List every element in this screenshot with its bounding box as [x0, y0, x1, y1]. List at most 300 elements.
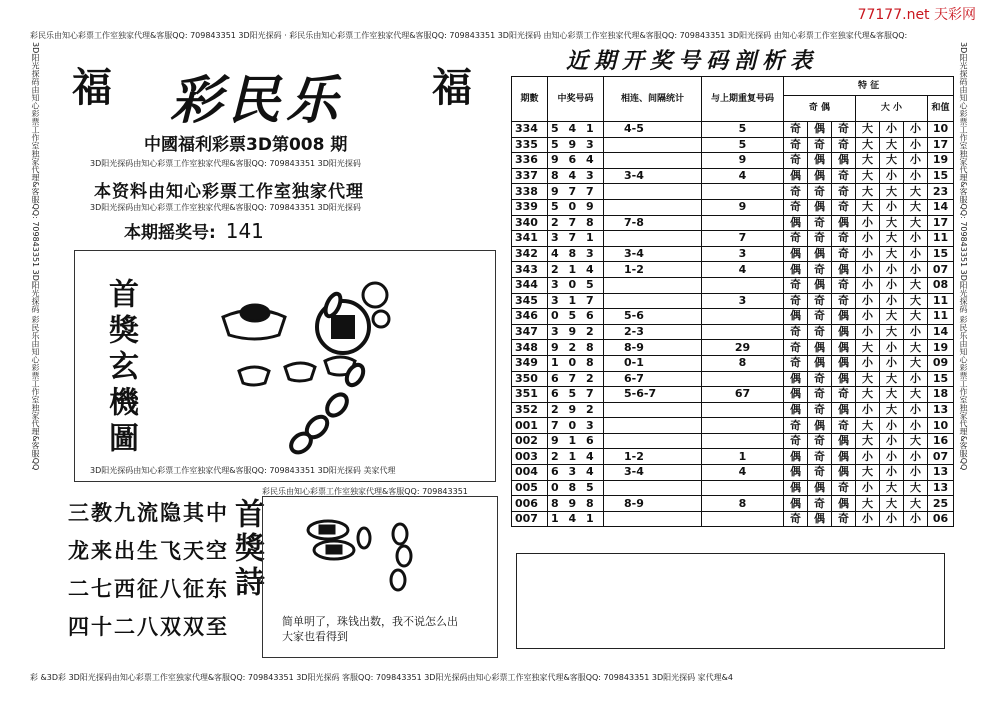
big-small-cell: 小 — [880, 418, 904, 434]
adjacent-cell: 1-2 — [604, 449, 702, 465]
odd-even-cell: 偶 — [784, 168, 808, 184]
odd-even-cell: 奇 — [832, 480, 856, 496]
odd-even-cell: 偶 — [832, 371, 856, 387]
odd-even-cell: 偶 — [832, 465, 856, 481]
sum-cell: 13 — [928, 402, 954, 418]
repeat-cell — [702, 402, 784, 418]
odd-even-cell: 奇 — [832, 387, 856, 403]
big-small-cell: 小 — [880, 511, 904, 527]
sum-cell: 15 — [928, 371, 954, 387]
big-small-cell: 大 — [856, 184, 880, 200]
odd-even-cell: 奇 — [832, 122, 856, 138]
big-small-cell: 小 — [856, 402, 880, 418]
draw-cell: 3 1 7 — [548, 293, 604, 309]
issue-cell: 349 — [512, 355, 548, 371]
repeat-cell: 4 — [702, 168, 784, 184]
big-small-cell: 大 — [904, 340, 928, 356]
table-row — [512, 168, 954, 184]
border-text-bottom: 彩 &3D彩 3D阳光探码由知心彩票工作室独家代理&客服QQ: 709843351 3D阳光探码 客服QQ: 709843351 3D阳光探码由知心彩票工作室独家代理&客服QQ: 709843351 3D阳光探码 家代理&4 — [30, 673, 734, 682]
odd-even-cell: 奇 — [784, 418, 808, 434]
ingot-small-icons — [239, 357, 355, 385]
adjacent-cell — [604, 277, 702, 293]
repeat-cell: 4 — [702, 465, 784, 481]
sum-cell: 14 — [928, 324, 954, 340]
odd-even-cell: 奇 — [784, 277, 808, 293]
big-small-cell: 大 — [880, 387, 904, 403]
issue-cell: 346 — [512, 309, 548, 325]
odd-even-cell: 偶 — [784, 449, 808, 465]
big-small-cell: 大 — [856, 465, 880, 481]
big-small-cell: 大 — [880, 402, 904, 418]
poem-image — [300, 508, 440, 608]
sum-cell: 11 — [928, 309, 954, 325]
draw-cell: 3 7 1 — [548, 231, 604, 247]
repeat-cell — [702, 371, 784, 387]
ingot-large-icon — [223, 305, 285, 339]
big-small-cell: 小 — [856, 262, 880, 278]
table-row — [512, 355, 954, 371]
odd-even-cell: 奇 — [784, 199, 808, 215]
issue-cell: 334 — [512, 122, 548, 138]
sum-cell: 10 — [928, 122, 954, 138]
results-body — [512, 122, 954, 527]
draw-cell: 2 1 4 — [548, 449, 604, 465]
adjacent-cell: 3-4 — [604, 168, 702, 184]
draw-cell: 6 7 2 — [548, 371, 604, 387]
sum-cell: 19 — [928, 153, 954, 169]
odd-even-cell: 奇 — [784, 153, 808, 169]
poem-note: 简单明了，珠钱出数，我不说怎么出大家也看得到 — [282, 615, 458, 643]
repeat-cell — [702, 511, 784, 527]
header-issue: 期數 — [512, 77, 548, 122]
odd-even-cell: 偶 — [808, 153, 832, 169]
odd-even-cell: 奇 — [832, 511, 856, 527]
odd-even-cell: 奇 — [808, 371, 832, 387]
big-small-cell: 小 — [880, 340, 904, 356]
big-small-cell: 大 — [856, 199, 880, 215]
repeat-cell — [702, 324, 784, 340]
big-small-cell: 大 — [880, 246, 904, 262]
agent-text: 本资料由知心彩票工作室独家代理 — [94, 182, 364, 202]
sum-cell: 08 — [928, 277, 954, 293]
repeat-cell: 67 — [702, 387, 784, 403]
table-row — [512, 480, 954, 496]
header-features: 特 征 — [784, 77, 954, 96]
sum-cell: 15 — [928, 246, 954, 262]
draw-label-text: 本期摇奖号: — [124, 223, 216, 243]
odd-even-cell: 偶 — [784, 480, 808, 496]
issue-cell: 344 — [512, 277, 548, 293]
sum-cell: 06 — [928, 511, 954, 527]
fu-character-right: 福 — [432, 64, 472, 111]
draw-cell: 6 3 4 — [548, 465, 604, 481]
odd-even-cell: 奇 — [832, 199, 856, 215]
big-small-cell: 小 — [880, 433, 904, 449]
issue-cell: 348 — [512, 340, 548, 356]
odd-even-cell: 奇 — [832, 137, 856, 153]
odd-even-cell: 奇 — [808, 402, 832, 418]
odd-even-cell: 奇 — [808, 433, 832, 449]
big-small-cell: 小 — [904, 324, 928, 340]
sum-cell: 17 — [928, 137, 954, 153]
odd-even-cell: 奇 — [832, 168, 856, 184]
odd-even-cell: 偶 — [808, 355, 832, 371]
sum-cell: 18 — [928, 387, 954, 403]
odd-even-cell: 奇 — [808, 215, 832, 231]
big-small-cell: 小 — [904, 231, 928, 247]
big-small-cell: 大 — [880, 371, 904, 387]
big-small-cell: 大 — [880, 309, 904, 325]
adjacent-cell — [604, 153, 702, 169]
odd-even-cell: 偶 — [784, 246, 808, 262]
site-watermark: 77177.net 天彩网 — [857, 7, 976, 23]
big-small-cell: 大 — [904, 480, 928, 496]
big-small-cell: 大 — [856, 153, 880, 169]
big-small-cell: 大 — [904, 184, 928, 200]
adjacent-cell: 6-7 — [604, 371, 702, 387]
odd-even-cell: 奇 — [832, 184, 856, 200]
big-small-cell: 大 — [856, 433, 880, 449]
sum-cell: 25 — [928, 496, 954, 512]
big-small-cell: 小 — [904, 262, 928, 278]
odd-even-cell: 奇 — [808, 465, 832, 481]
odd-even-cell: 奇 — [808, 309, 832, 325]
draw-cell: 9 1 6 — [548, 433, 604, 449]
issue-cell: 004 — [512, 465, 548, 481]
table-row — [512, 277, 954, 293]
repeat-cell: 29 — [702, 340, 784, 356]
odd-even-cell: 奇 — [784, 137, 808, 153]
big-small-cell: 小 — [856, 277, 880, 293]
header-sum: 和值 — [928, 96, 954, 122]
big-small-cell: 小 — [904, 418, 928, 434]
odd-even-cell: 偶 — [808, 277, 832, 293]
table-row — [512, 465, 954, 481]
adjacent-cell — [604, 511, 702, 527]
adjacent-cell: 5-6 — [604, 309, 702, 325]
big-small-cell: 小 — [904, 449, 928, 465]
odd-even-cell: 偶 — [832, 153, 856, 169]
big-small-cell: 大 — [880, 153, 904, 169]
table-row — [512, 122, 954, 138]
big-small-cell: 小 — [856, 246, 880, 262]
big-small-cell: 大 — [856, 168, 880, 184]
draw-cell: 6 5 7 — [548, 387, 604, 403]
results-table — [511, 76, 954, 527]
big-small-cell: 大 — [880, 137, 904, 153]
draw-cell: 3 0 5 — [548, 277, 604, 293]
puzzle-title: 首獎玄機圖 — [103, 278, 138, 458]
repeat-cell: 3 — [702, 293, 784, 309]
header-strip-bottom: 3D阳光探码由知心彩票工作室独家代理&客服QQ: 709843351 3D阳光探码 — [90, 203, 361, 212]
big-small-cell: 小 — [904, 137, 928, 153]
draw-cell: 9 7 7 — [548, 184, 604, 200]
odd-even-cell: 偶 — [784, 309, 808, 325]
issue-cell: 351 — [512, 387, 548, 403]
odd-even-cell: 奇 — [784, 511, 808, 527]
table-row — [512, 293, 954, 309]
issue-cell: 005 — [512, 480, 548, 496]
table-row — [512, 433, 954, 449]
issue-cell: 350 — [512, 371, 548, 387]
draw-cell: 2 9 2 — [548, 402, 604, 418]
adjacent-cell: 3-4 — [604, 246, 702, 262]
adjacent-cell: 0-1 — [604, 355, 702, 371]
big-small-cell: 大 — [856, 122, 880, 138]
sum-cell: 09 — [928, 355, 954, 371]
odd-even-cell: 奇 — [808, 231, 832, 247]
sum-cell: 15 — [928, 168, 954, 184]
table-row — [512, 402, 954, 418]
sum-cell: 13 — [928, 480, 954, 496]
big-small-cell: 小 — [904, 246, 928, 262]
odd-even-cell: 奇 — [808, 324, 832, 340]
poem-line: 龙来出生飞天空 — [68, 539, 229, 563]
odd-even-cell: 偶 — [832, 433, 856, 449]
adjacent-cell: 5-6-7 — [604, 387, 702, 403]
issue-cell: 343 — [512, 262, 548, 278]
table-row — [512, 184, 954, 200]
odd-even-cell: 偶 — [784, 215, 808, 231]
issue-cell: 345 — [512, 293, 548, 309]
border-text-right: 3D阳光探码由知心彩票工作室独家代理&客服QQ: 709843351 3D阳光探码 彩民乐由知心彩票工作室独家代理&客服QQ — [959, 42, 968, 471]
big-small-cell: 大 — [856, 137, 880, 153]
big-small-cell: 小 — [880, 168, 904, 184]
big-small-cell: 小 — [880, 122, 904, 138]
draw-cell: 2 1 4 — [548, 262, 604, 278]
adjacent-cell — [604, 433, 702, 449]
big-small-cell: 小 — [880, 199, 904, 215]
header-adjacent: 相连、间隔统计 — [604, 77, 702, 122]
repeat-cell: 8 — [702, 355, 784, 371]
adjacent-cell: 3-4 — [604, 465, 702, 481]
big-small-cell: 小 — [880, 277, 904, 293]
big-small-cell: 小 — [856, 511, 880, 527]
issue-cell: 340 — [512, 215, 548, 231]
big-small-cell: 大 — [880, 231, 904, 247]
sum-cell: 17 — [928, 215, 954, 231]
adjacent-cell — [604, 418, 702, 434]
odd-even-cell: 偶 — [832, 309, 856, 325]
big-small-cell: 大 — [904, 277, 928, 293]
adjacent-cell: 1-2 — [604, 262, 702, 278]
odd-even-cell: 奇 — [832, 246, 856, 262]
odd-even-cell: 奇 — [784, 355, 808, 371]
sum-cell: 19 — [928, 340, 954, 356]
border-text-top: 彩民乐由知心彩票工作室独家代理&客服QQ: 709843351 3D阳光探码 · 彩民乐由知心彩票工作室独家代理&客服QQ: 709843351 3D阳光探码 由知心彩票工作室独家代理&客服QQ: 709843351 3D阳光探码 由知心彩票工作室独家代理&客服QQ: — [30, 31, 908, 40]
odd-even-cell: 偶 — [784, 371, 808, 387]
adjacent-cell — [604, 199, 702, 215]
draw-cell: 1 4 1 — [548, 511, 604, 527]
big-small-cell: 大 — [856, 340, 880, 356]
odd-even-cell: 偶 — [832, 496, 856, 512]
big-small-cell: 小 — [856, 215, 880, 231]
issue-title: 中國福利彩票3D第008 期 — [144, 135, 348, 155]
odd-even-cell: 偶 — [808, 480, 832, 496]
big-small-cell: 大 — [880, 184, 904, 200]
odd-even-cell: 奇 — [832, 293, 856, 309]
table-row — [512, 324, 954, 340]
odd-even-cell: 奇 — [808, 184, 832, 200]
adjacent-cell: 8-9 — [604, 496, 702, 512]
big-small-cell: 小 — [880, 262, 904, 278]
odd-even-cell: 奇 — [784, 184, 808, 200]
puzzle-strip: 3D阳光探码由知心彩票工作室独家代理&客服QQ: 709843351 3D阳光探码 美家代理 — [90, 466, 396, 475]
sum-cell: 07 — [928, 262, 954, 278]
table-row — [512, 262, 954, 278]
big-small-cell: 小 — [904, 511, 928, 527]
big-small-cell: 大 — [880, 496, 904, 512]
odd-even-cell: 偶 — [784, 387, 808, 403]
table-row — [512, 418, 954, 434]
sum-cell: 13 — [928, 465, 954, 481]
big-small-cell: 小 — [856, 231, 880, 247]
draw-cell: 0 5 6 — [548, 309, 604, 325]
odd-even-cell: 偶 — [832, 215, 856, 231]
table-row — [512, 153, 954, 169]
big-small-cell: 小 — [880, 465, 904, 481]
big-small-cell: 大 — [904, 433, 928, 449]
poem-title: 首獎詩 — [229, 498, 264, 600]
odd-even-cell: 奇 — [808, 387, 832, 403]
adjacent-cell — [604, 402, 702, 418]
big-small-cell: 小 — [856, 324, 880, 340]
big-small-cell: 大 — [880, 215, 904, 231]
table-title: 近期开奖号码剖析表 — [566, 48, 819, 74]
issue-cell: 337 — [512, 168, 548, 184]
issue-cell: 339 — [512, 199, 548, 215]
big-small-cell: 大 — [904, 496, 928, 512]
odd-even-cell: 奇 — [784, 433, 808, 449]
odd-even-cell: 奇 — [808, 137, 832, 153]
table-row — [512, 449, 954, 465]
poem-line: 三教九流隐其中 — [68, 501, 229, 525]
big-small-cell: 大 — [856, 496, 880, 512]
table-row — [512, 340, 954, 356]
draw-label — [124, 218, 264, 243]
odd-even-cell: 偶 — [784, 402, 808, 418]
issue-cell: 002 — [512, 433, 548, 449]
odd-even-cell: 偶 — [808, 511, 832, 527]
table-row — [512, 511, 954, 527]
sum-cell: 11 — [928, 231, 954, 247]
big-small-cell: 小 — [880, 449, 904, 465]
table-row — [512, 496, 954, 512]
draw-number: 141 — [225, 219, 264, 243]
odd-even-cell: 偶 — [832, 355, 856, 371]
big-small-cell: 大 — [856, 371, 880, 387]
sum-cell: 14 — [928, 199, 954, 215]
big-small-cell: 小 — [856, 355, 880, 371]
header-big-small: 大 小 — [856, 96, 928, 122]
poem-lines — [68, 494, 229, 646]
repeat-cell — [702, 309, 784, 325]
draw-cell: 9 2 8 — [548, 340, 604, 356]
coin-pile-icon — [308, 521, 354, 559]
table-row — [512, 371, 954, 387]
odd-even-cell: 偶 — [784, 465, 808, 481]
poem-strip: 彩民乐由知心彩票工作室独家代理&客服QQ: 709843351 — [262, 487, 468, 496]
table-row — [512, 309, 954, 325]
border-text-left: 3D阳光探码由知心彩票工作室独家代理&客服QQ: 709843351 3D阳光探码 彩民乐由知心彩票工作室独家代理&客服QQ — [31, 42, 40, 471]
draw-cell: 5 4 1 — [548, 122, 604, 138]
draw-cell: 1 0 8 — [548, 355, 604, 371]
odd-even-cell: 奇 — [784, 324, 808, 340]
table-row — [512, 387, 954, 403]
adjacent-cell — [604, 293, 702, 309]
big-small-cell: 大 — [904, 387, 928, 403]
big-small-cell: 大 — [904, 355, 928, 371]
big-small-cell: 大 — [856, 387, 880, 403]
draw-cell: 5 9 3 — [548, 137, 604, 153]
adjacent-cell: 8-9 — [604, 340, 702, 356]
issue-cell: 338 — [512, 184, 548, 200]
poem-line: 四十二八双双至 — [68, 615, 229, 639]
repeat-cell — [702, 433, 784, 449]
big-small-cell: 小 — [856, 293, 880, 309]
odd-even-cell: 偶 — [832, 340, 856, 356]
issue-cell: 352 — [512, 402, 548, 418]
issue-cell: 003 — [512, 449, 548, 465]
issue-cell: 342 — [512, 246, 548, 262]
fu-character-left: 福 — [72, 64, 112, 111]
odd-even-cell: 偶 — [832, 324, 856, 340]
big-small-cell: 小 — [856, 480, 880, 496]
odd-even-cell: 奇 — [784, 122, 808, 138]
odd-even-cell: 奇 — [808, 496, 832, 512]
table-row — [512, 215, 954, 231]
repeat-cell: 9 — [702, 199, 784, 215]
sum-cell: 07 — [928, 449, 954, 465]
puzzle-image — [205, 265, 405, 460]
repeat-cell: 5 — [702, 137, 784, 153]
draw-cell: 8 4 3 — [548, 168, 604, 184]
repeat-cell: 8 — [702, 496, 784, 512]
odd-even-cell: 奇 — [784, 231, 808, 247]
big-small-cell: 小 — [904, 168, 928, 184]
repeat-cell: 3 — [702, 246, 784, 262]
repeat-cell — [702, 418, 784, 434]
issue-cell: 001 — [512, 418, 548, 434]
repeat-cell: 9 — [702, 153, 784, 169]
repeat-cell — [702, 480, 784, 496]
repeat-cell — [702, 277, 784, 293]
draw-cell: 3 9 2 — [548, 324, 604, 340]
sum-cell: 16 — [928, 433, 954, 449]
repeat-cell: 7 — [702, 231, 784, 247]
big-small-cell: 小 — [904, 153, 928, 169]
adjacent-cell — [604, 137, 702, 153]
draw-cell: 0 8 5 — [548, 480, 604, 496]
repeat-cell: 5 — [702, 122, 784, 138]
bead-chain-icon — [358, 524, 411, 590]
table-row — [512, 199, 954, 215]
big-small-cell: 大 — [904, 199, 928, 215]
odd-even-cell: 偶 — [784, 262, 808, 278]
table-row — [512, 231, 954, 247]
big-small-cell: 小 — [904, 122, 928, 138]
header-draw: 中奖号码 — [548, 77, 604, 122]
big-small-cell: 小 — [904, 371, 928, 387]
odd-even-cell: 奇 — [808, 293, 832, 309]
odd-even-cell: 偶 — [808, 122, 832, 138]
table-row — [512, 246, 954, 262]
adjacent-cell: 4-5 — [604, 122, 702, 138]
header-repeat: 与上期重复号码 — [702, 77, 784, 122]
odd-even-cell: 偶 — [832, 449, 856, 465]
odd-even-cell: 奇 — [832, 418, 856, 434]
sum-cell: 11 — [928, 293, 954, 309]
